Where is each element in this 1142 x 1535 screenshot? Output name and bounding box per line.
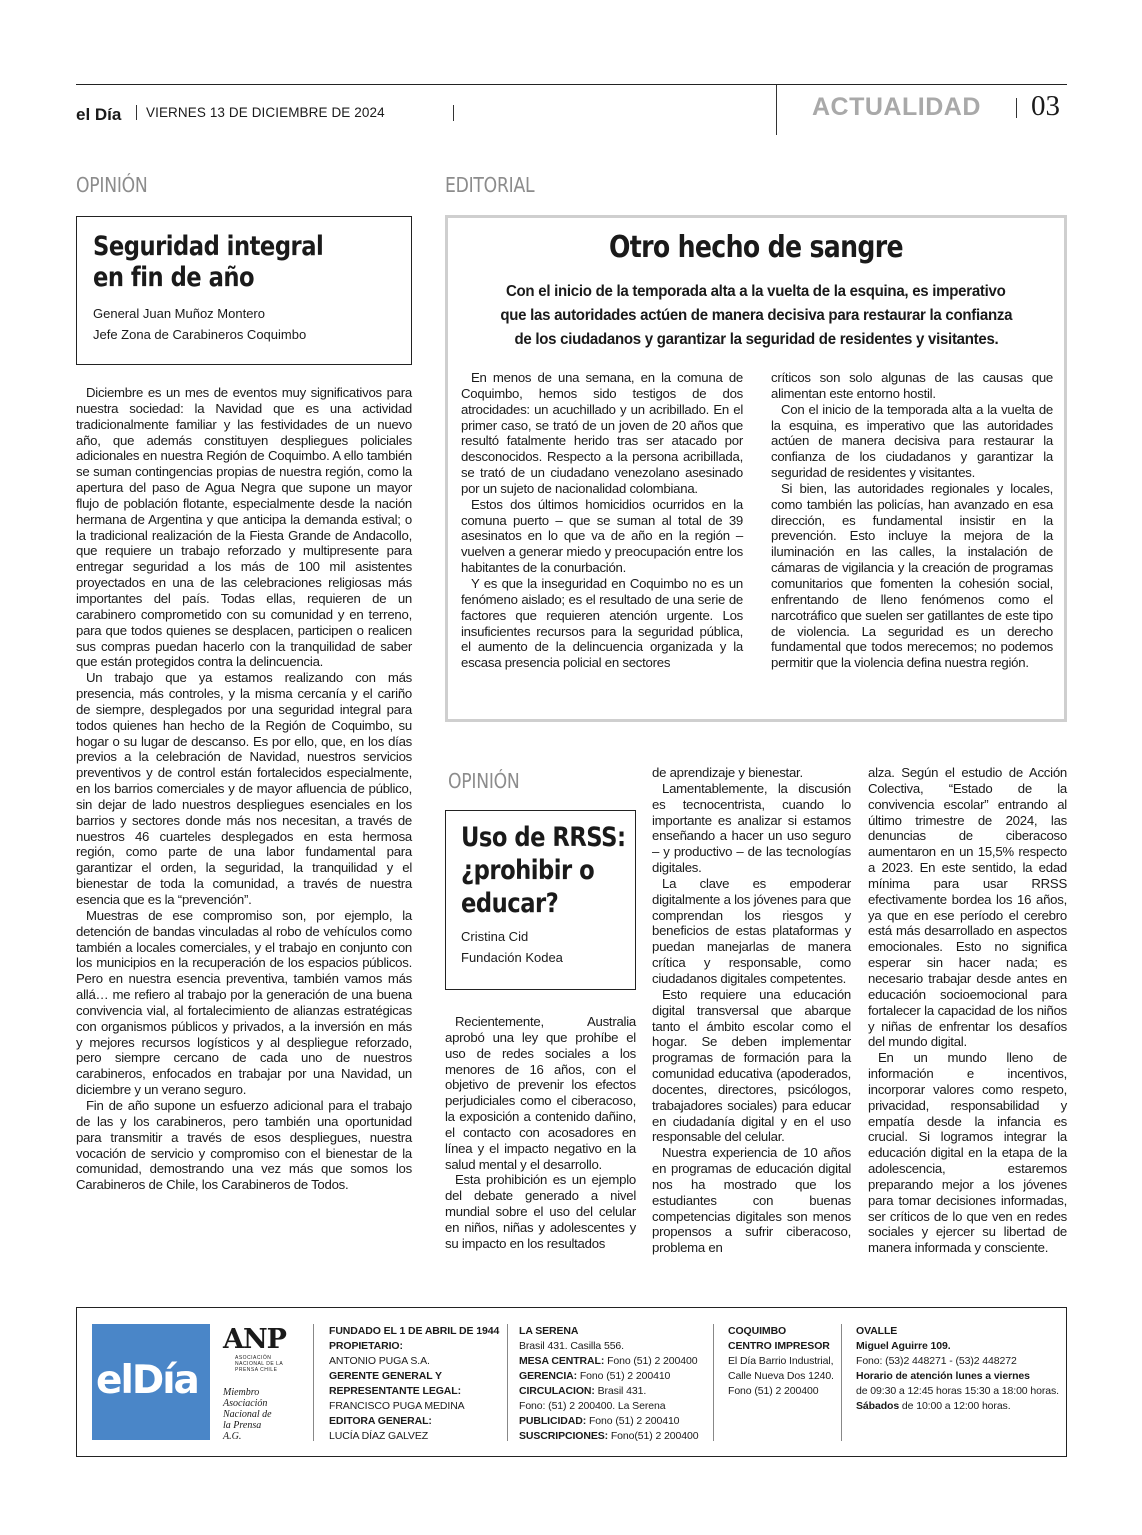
opinion-author: General Juan Muñoz Montero <box>93 306 265 321</box>
page-header <box>76 84 1067 134</box>
paragraph: críticos son solo algunas de las causas que alimentan este entorno hostil. <box>771 370 1053 401</box>
paragraph: Esta prohibición es un ejemplo del debate generado a nivel mundial sobre el uso del celular en niños, niñas y adolescentes y su impacto en los resultados <box>445 1172 636 1251</box>
footer-staff <box>329 1324 504 1444</box>
colophon-footer <box>76 1307 1067 1457</box>
paragraph: Un trabajo que ya estamos realizando con más presencia, más controles, y la misma cercanía y el cariño de siempre, desplegados por una seguridad integral para todos quienes han hecho de la Región de Coquimbo, su hogar o su lugar de descanso. Es por ello, que, en los días previos a la celebración de Navidad, nuestros servicios preventivos y de control están fortalecidos especialmente, en los barrios comerciales y de mayor afluencia de público, sin dejar de lado nuestros despliegues esenciales en los barrios y sectores donde más nos necesitan, a través de nuestros 46 cuarteles desplegados en esta hermosa región, como parte de una labor fundamental para garantizar el orden, la seguridad, la tranquilidad y el bienestar de toda la comunidad, a través de nuestra esencia que es la “prevención”. <box>76 670 412 907</box>
publicidad-label: PUBLICIDAD: <box>519 1415 587 1427</box>
editor-label: EDITORA GENERAL: <box>329 1415 432 1427</box>
ovalle-hours-label: Horario de atención lunes a viernes <box>856 1370 1030 1382</box>
subtitle-line: de los ciudadanos y garantizar la seguridad de residentes y visitantes. <box>513 331 998 348</box>
paragraph: Con el inicio de la temporada alta a la vuelta de la esquina, es imperativo que las autoridades actúen de manera decisiva para restaurar la confianza de los ciudadanos y garantizar la seguridad de residentes y visitantes. <box>771 401 1053 481</box>
opinion2-column-1 <box>445 1014 636 1252</box>
opinion2-title-box <box>445 810 636 990</box>
ovalle-saturday-label: Sábados <box>856 1400 900 1412</box>
ovalle-hours: de 09:30 a 12:45 horas 15:30 a 18:00 horas. <box>856 1385 1059 1397</box>
section-name: ACTUALIDAD <box>812 93 981 121</box>
editorial-column-1 <box>461 370 743 671</box>
opinion-kicker: OPINIÓN <box>76 173 148 197</box>
member-line: Nacional de <box>223 1409 272 1420</box>
coquimbo-title: COQUIMBO <box>728 1325 787 1337</box>
mesa-phone: Fono (51) 2 200400 <box>607 1355 698 1367</box>
paragraph: Si bien, las autoridades regionales y locales, como también las policías, han avanzado en esa dirección, es fundamental insistir en la prevención. Esto incluye la mejora de la iluminación en las calles, la instalación de cámaras de vigilancia y la creación de programas comunitarios que fomenten la cohesión social, enfrentando de lleno fenómenos como el narcotráfico que suelen ser gatillantes de este tipo de violencia. La seguridad es un derecho fundamental que todos merecemos; no podemos permitir que la violencia defina nuestra región. <box>771 480 1053 671</box>
opinion-title-box <box>76 216 412 365</box>
anp-caption: ASOCIACIÓN NACIONAL DE LA PRENSA CHILE <box>235 1355 283 1373</box>
opinion-article-body <box>76 385 412 1193</box>
footer-ovalle <box>856 1324 1061 1414</box>
member-line: Miembro <box>223 1387 260 1398</box>
paragraph: Fin de año supone un esfuerzo adicional para el trabajo de las y los carabineros, pero también una oportunidad para transmitir a través de esos despliegues, nuestra vocación de servicio y compromiso con el bienestar de la comunidad, demostrando una vez más que somos los Carabineros de Chile, los Carabineros de Todos. <box>76 1097 412 1193</box>
editorial-title: Otro hecho de sangre <box>609 230 903 265</box>
paragraph: En menos de una semana, en la comuna de Coquimbo, hemos sido testigos de dos atrocidades: un acuchillado y un acribillado. En el primer caso, se trató de un joven de 20 años que resultó fatalmente herido tras ser atacado por desconocidos. Respecto a la persona acribillada, se trató de un ciudadano venezolano asesinado por un sujeto de nacionalidad colombiana. <box>461 370 743 496</box>
manager-label: GERENTE GENERAL Y <box>329 1370 442 1382</box>
page-number-divider <box>1016 98 1017 118</box>
la-serena-title: LA SERENA <box>519 1325 579 1337</box>
manager: FRANCISCO PUGA MEDINA <box>329 1400 465 1412</box>
header-divider <box>776 85 777 135</box>
page-number: 03 <box>1031 90 1060 122</box>
footer-divider <box>507 1324 508 1441</box>
opinion2-title-line2: ¿prohibir o <box>461 855 595 886</box>
suscripciones-phone: Fono(51) 2 200400 <box>610 1430 699 1442</box>
circulacion-phone: Fono: (51) 2 200400. La Serena <box>519 1400 666 1412</box>
mesa-label: MESA CENTRAL: <box>519 1355 605 1367</box>
member-line: A.G. <box>223 1431 242 1442</box>
opinion2-kicker: OPINIÓN <box>448 769 520 793</box>
coquimbo-line: Fono (51) 2 200400 <box>728 1385 819 1397</box>
paragraph: Recientemente, Australia aprobó una ley que prohíbe el uso de redes sociales a los menores de 16 años, con el objetivo de prevenir los efectos perjudiciales como el ciberacoso, la exposición a contenido dañino, el contacto con acosadores en línea y el impacto negativo en la salud mental y el desarrollo. <box>445 1014 636 1172</box>
manager-label: REPRESENTANTE LEGAL: <box>329 1385 461 1397</box>
owner: ANTONIO PUGA S.A. <box>329 1355 430 1367</box>
paragraph: alza. Según el estudio de Acción Colectiva, “Estado de la convivencia escolar” entrando al último trimestre de 2024, las denuncias de ciberacoso aumentaron en un 15,5% respecto a 2023. En este sentido, la edad mínima para usar RRSS efectivamente bordea los 16 años, ya que en ese período el cerebro está más desarrollado en aspectos emocionales. Esto no significa esperar sin hacer nada; es necesario trabajar desde antes en educación socioemocional para fortalecer la capacidad de los niños y niñas de enfrentar los desafíos del mundo digital. <box>868 765 1067 1050</box>
la-serena-address: Brasil 431. Casilla 556. <box>519 1340 624 1352</box>
circulacion-label: CIRCULACION: <box>519 1385 595 1397</box>
paragraph: Diciembre es un mes de eventos muy significativos para nuestra sociedad: la Navidad que es una actividad tradicionalmente familiar y las festividades de un nuevo año, que además constituyen despliegues policiales adicionales en nuestra Región de Coquimbo. A ello también se suman contingencias propias de nuestra región, como la apertura del paso de Agua Negra que supone un mayor flujo de población flotante, especialmente desde la nación hermana de Argentina y que anticipa la demanda estival; o la tradicional realización de la Fiesta Grande de Andacollo, que requiere un trabajo reforzado y multipresente para entregar seguridad a los más de 100 mil asistentes proyectados en una de las celebraciones religiosas más importantes del país. Todas ellas, requieren de un carabinero comprometido con su comunidad y en terreno, para que todos quienes se desplacen, participen o realicen sus compras puedan hacerlo con la tranquilidad de saber que están protegidos contra la delincuencia. <box>76 385 412 670</box>
footer-la-serena <box>519 1324 714 1444</box>
opinion2-title-line1: Uso de RRSS: <box>461 822 626 853</box>
opinion2-author: Cristina Cid <box>461 929 529 944</box>
masthead-brand: el Día <box>76 105 122 124</box>
ovalle-title: OVALLE <box>856 1325 898 1337</box>
suscripciones-label: SUSCRIPCIONES: <box>519 1430 609 1442</box>
coquimbo-line: Calle Nueva Dos 1240. <box>728 1370 834 1382</box>
paragraph: Muestras de ese compromiso son, por ejemplo, la detención de bandas vinculadas al robo de vehículos como también a locales comerciales, y el trabajo en conjunto con los municipios en la recuperación de los espacios públicos. Pero en nuestra esencia preventiva, también vamos más allá… me refiero al trabajo por la generación de una buena convivencia vial, al fortalecimiento de alianzas estratégicas con organismos públicos y privados, a la inversión en más y mejores recursos logísticos y al despliegue reforzado, pero siempre cercano de cada uno de nuestros carabineros, enfocados en trabajar por una Navidad, un diciembre y un verano seguro. <box>76 907 412 1098</box>
opinion-title-line2: en fin de año <box>93 262 255 293</box>
coquimbo-line: El Día Barrio Industrial, <box>728 1355 834 1367</box>
paragraph: Nuestra experiencia de 10 años en programas de educación digital nos ha mostrado que los estudiantes con buenas competencias digitales son menos propensos a sufrir ciberacoso, problema en <box>652 1145 851 1256</box>
circulacion-address: Brasil 431. <box>597 1385 647 1397</box>
gerencia-phone: Fono (51) 2 200410 <box>579 1370 671 1382</box>
opinion2-title-line3: educar? <box>461 888 559 919</box>
founded: FUNDADO EL 1 DE ABRIL DE 1944 <box>329 1325 500 1337</box>
subtitle-line: Con el inicio de la temporada alta a la vuelta de la esquina, es imperativo <box>506 283 1006 300</box>
opinion2-column-3 <box>868 765 1067 1256</box>
editorial-kicker: EDITORIAL <box>445 173 535 197</box>
ovalle-saturday-hours: de 10:00 a 12:00 horas. <box>901 1400 1011 1412</box>
opinion-title-line1: Seguridad integral <box>93 231 324 262</box>
editorial-column-2 <box>771 370 1053 671</box>
editorial-box <box>445 215 1067 722</box>
date-divider <box>453 105 454 121</box>
anp-logo <box>223 1324 286 1442</box>
owner-label: PROPIETARIO: <box>329 1340 403 1352</box>
subtitle-line: que las autoridades actúen de manera decisiva para restaurar la confianza <box>500 307 1012 324</box>
paragraph: Esto requiere una educación digital transversal que abarque tanto el ámbito escolar como el hogar. Se deben implementar programas de formación para la comunidad educativa (apoderados, docentes, directores, psicólogos, trabajadores sociales) para educar en ciudadanía digital y en el uso responsable del celular. <box>652 986 851 1145</box>
member-line: la Prensa <box>223 1420 262 1431</box>
footer-divider <box>841 1324 842 1441</box>
paragraph: La clave es empoderar digitalmente a los jóvenes para que comprendan los riesgos y beneficios de estas plataformas y puedan manejarlas de manera crítica y responsable, como ciudadanos digitales competentes. <box>652 875 851 986</box>
editor: LUCÍA DÍAZ GALVEZ <box>329 1430 429 1442</box>
member-line: Asociación <box>223 1398 268 1409</box>
gerencia-label: GERENCIA: <box>519 1370 578 1382</box>
el-dia-logo: elDía <box>92 1324 210 1440</box>
footer-coquimbo <box>728 1324 848 1399</box>
paragraph: En un mundo lleno de información e incentivos, incorporar valores como respeto, privacidad, responsabilidad y empatía desde la infancia es crucial. Si logramos integrar la educación digital en la etapa de la adolescencia, estaremos preparando mejor a los jóvenes para tomar decisiones informadas, ser críticos de lo que ven en redes sociales y ejercer su libertad de manera informada y consciente. <box>868 1050 1067 1256</box>
paragraph: Estos dos últimos homicidios ocurridos en la comuna puerto – que se suman al total de 39 asesinatos en lo que va de año en la región – vuelven a generar miedo y preocupación entre los habitantes de la conurbación. <box>461 496 743 576</box>
paragraph: Lamentablemente, la discusión es tecnocentrista, cuando lo importante es analizar si estamos enseñando a hacer un uso seguro – y productivo – de las tecnologías digitales. <box>652 780 851 876</box>
opinion-author-role: Jefe Zona de Carabineros Coquimbo <box>93 327 307 342</box>
footer-divider <box>313 1324 314 1441</box>
coquimbo-subtitle: CENTRO IMPRESOR <box>728 1340 830 1352</box>
paragraph: de aprendizaje y bienestar. <box>652 765 803 780</box>
footer-divider <box>713 1324 714 1441</box>
ovalle-address: Miguel Aguirre 109. <box>856 1340 951 1352</box>
anp-mark: ANP <box>223 1324 286 1355</box>
opinion2-column-2 <box>652 765 851 1256</box>
editorial-subtitle <box>468 280 1044 352</box>
publicidad-phone: Fono (51) 2 200410 <box>588 1415 680 1427</box>
paragraph: Y es que la inseguridad en Coquimbo no es un fenómeno aislado; es el resultado de una serie de factores que requieren atención urgente. Los insuficientes recursos para la seguridad pública, el aumento de la delincuencia organizada y la escasa presencia policial en sectores <box>461 575 743 671</box>
opinion2-author-role: Fundación Kodea <box>461 950 563 965</box>
member-caption <box>223 1387 286 1442</box>
ovalle-phone: Fono: (53)2 448271 - (53)2 448272 <box>856 1355 1017 1367</box>
issue-date: VIERNES 13 DE DICIEMBRE DE 2024 <box>136 105 385 120</box>
